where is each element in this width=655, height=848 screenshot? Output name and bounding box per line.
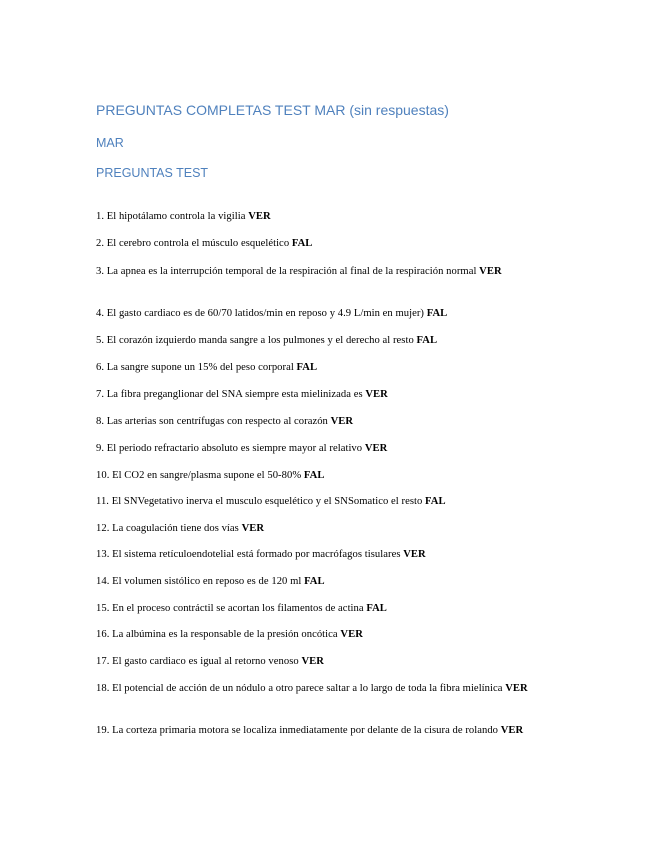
section-heading: PREGUNTAS TEST [96, 166, 209, 180]
answer-label: FAL [291, 238, 313, 249]
question-text: 8. Las arterias son centrífugas con respecto al corazón [96, 416, 331, 427]
question-text: 4. El gasto cardiaco es de 60/70 latidos/min en reposo y 4.9 L/min en mujer) [96, 308, 427, 319]
answer-label: VER [330, 416, 354, 427]
answer-label: VER [301, 656, 324, 667]
question-text: 7. La fibra preganglionar del SNA siempre esta mielinizada es [96, 389, 366, 400]
question-item [96, 236, 556, 251]
question-text: 19. La corteza primaria motora se localiza inmediatamente por delante de la cisura de rolando [96, 725, 501, 736]
answer-label: VER [248, 211, 271, 222]
question-item [96, 654, 556, 669]
question-item [96, 387, 556, 402]
question-text: 17. El gasto cardiaco es igual al retorno venoso [96, 656, 302, 667]
answer-label: VER [403, 549, 426, 560]
question-item [96, 209, 556, 224]
question-item [96, 333, 556, 348]
answer-label: VER [500, 725, 524, 736]
question-text: 14. El volumen sistólico en reposo es de 120 ml [96, 576, 305, 587]
answer-label: FAL [416, 335, 438, 346]
answer-label: FAL [303, 470, 325, 481]
question-item [96, 441, 556, 456]
answer-label: VER [479, 266, 502, 277]
question-text: 16. La albúmina es la responsable de la presión oncótica [96, 629, 341, 640]
question-text: 12. La coagulación tiene dos vías [96, 523, 242, 534]
question-text: 15. En el proceso contráctil se acortan los filamentos de actina [96, 603, 367, 614]
question-item [96, 601, 556, 616]
answer-label: FAL [426, 308, 448, 319]
question-item [96, 414, 556, 429]
answer-label: FAL [425, 496, 446, 507]
answer-label: VER [241, 523, 265, 534]
question-text: 5. El corazón izquierdo manda sangre a los pulmones y el derecho al resto [96, 335, 417, 346]
question-item [96, 264, 556, 279]
question-item [96, 360, 556, 375]
answer-label: FAL [366, 603, 387, 614]
question-item [96, 306, 556, 321]
question-item [96, 521, 556, 536]
question-text: 9. El periodo refractario absoluto es siempre mayor al relativo [96, 443, 365, 454]
question-text: 10. El CO2 en sangre/plasma supone el 50-80% [96, 470, 304, 481]
question-text: 18. El potencial de acción de un nódulo a otro parece saltar a lo largo de toda la fibra mielínica [96, 683, 506, 694]
question-item [96, 547, 556, 562]
question-item [96, 494, 556, 509]
question-text: 11. El SNVegetativo inerva el musculo esquelético y el SNSomatico el resto [96, 496, 426, 507]
document-title: PREGUNTAS COMPLETAS TEST MAR (sin respuestas) [96, 102, 449, 118]
question-item [96, 468, 556, 483]
question-item [96, 627, 556, 642]
question-item [96, 574, 556, 589]
answer-label: VER [505, 683, 528, 694]
question-text: 2. El cerebro controla el músculo esquelético [96, 238, 292, 249]
answer-label: VER [364, 443, 388, 454]
question-text: 3. La apnea es la interrupción temporal de la respiración al final de la respiración normal [96, 266, 480, 277]
question-text: 6. La sangre supone un 15% del peso corporal [96, 362, 297, 373]
question-item [96, 681, 556, 696]
answer-label: FAL [296, 362, 318, 373]
subject-heading: MAR [96, 136, 124, 150]
answer-label: FAL [304, 576, 325, 587]
question-text: 1. El hipotálamo controla la vigilia [96, 211, 249, 222]
answer-label: VER [340, 629, 363, 640]
answer-label: VER [365, 389, 388, 400]
question-item [96, 723, 556, 738]
question-text: 13. El sistema retículoendotelial está formado por macrófagos tisulares [96, 549, 404, 560]
